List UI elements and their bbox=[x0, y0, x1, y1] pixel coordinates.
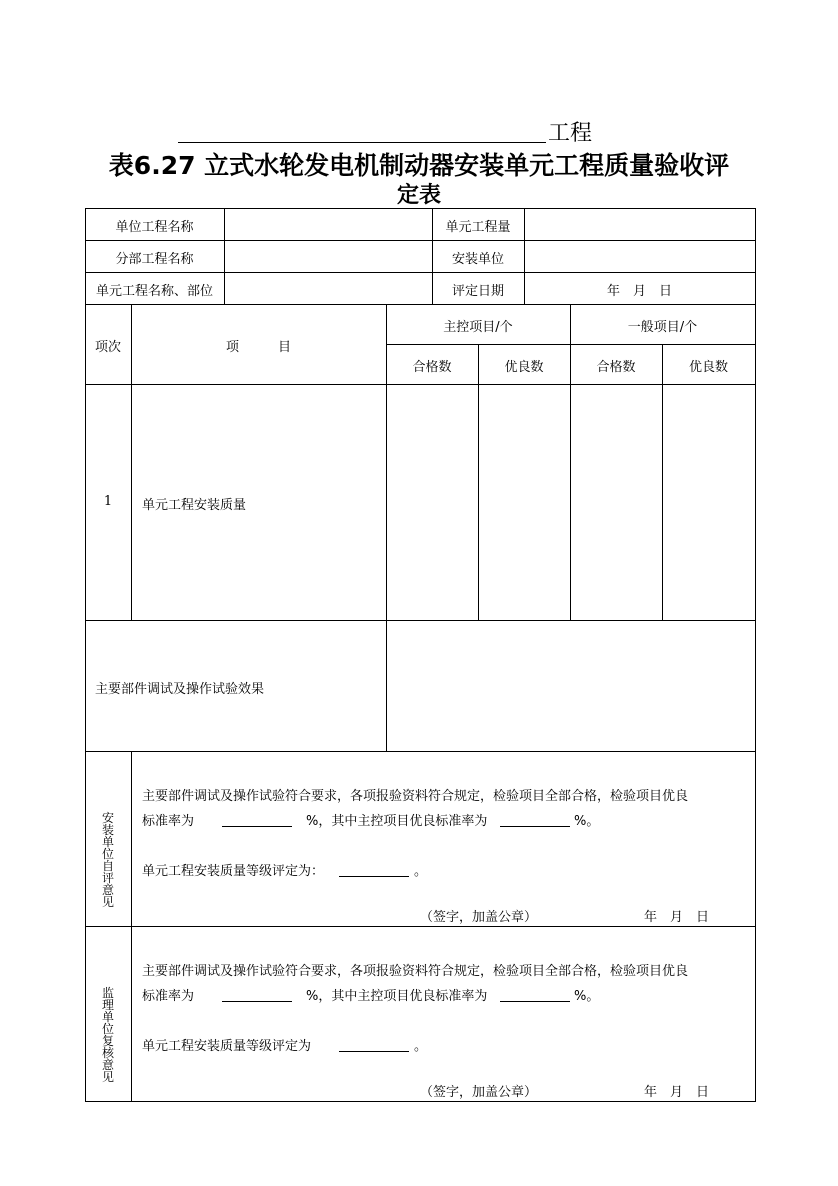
eval-date-field[interactable]: 年 月 日 bbox=[606, 284, 672, 299]
self-eval-rate-blank[interactable] bbox=[222, 825, 292, 827]
col-general-qualified: 合格数 bbox=[596, 360, 636, 375]
eval-date-label: 评定日期 bbox=[451, 284, 504, 299]
self-eval-label: 安装单位自评意见 bbox=[101, 811, 114, 909]
self-eval-rate-end: %。 bbox=[574, 814, 600, 829]
supervisor-grade-end: 。 bbox=[414, 1039, 428, 1054]
self-eval-grade-end: 。 bbox=[414, 864, 428, 879]
supervisor-main-rate-label: %，其中主控项目优良标准率为 bbox=[306, 989, 488, 1004]
col-item-no: 项次 bbox=[94, 340, 121, 355]
row-item-no: 1 bbox=[103, 494, 113, 509]
col-main-qualified: 合格数 bbox=[412, 360, 452, 375]
page-title-continued: 定表 bbox=[396, 183, 441, 208]
self-eval-line1: 主要部件调试及操作试验符合要求，各项报验资料符合规定，检验项目全部合格，检验项目优良 bbox=[142, 789, 689, 804]
install-unit-label: 安装单位 bbox=[451, 252, 504, 267]
test-effect-label: 主要部件调试及操作试验效果 bbox=[95, 682, 265, 697]
page-title: 表6.27 立式水轮发电机制动器安装单元工程质量验收评 bbox=[108, 151, 730, 180]
supervisor-sign: （签字，加盖公章） bbox=[420, 1085, 538, 1100]
col-main-control: 主控项目/个 bbox=[443, 320, 513, 335]
self-eval-date[interactable]: 年 月 日 bbox=[644, 910, 710, 925]
self-eval-rate-label: 标准率为 bbox=[142, 814, 195, 829]
row-item-name: 单元工程安装质量 bbox=[142, 498, 247, 513]
col-general: 一般项目/个 bbox=[627, 320, 698, 335]
project-name-blank[interactable] bbox=[178, 142, 546, 143]
self-eval-grade-label: 单元工程安装质量等级评定为： bbox=[142, 864, 325, 879]
supervisor-rate-blank[interactable] bbox=[222, 1000, 292, 1002]
supervisor-date[interactable]: 年 月 日 bbox=[644, 1085, 710, 1100]
self-eval-sign: （签字，加盖公章） bbox=[420, 910, 538, 925]
unit-project-name-label: 单位工程名称 bbox=[115, 220, 194, 235]
supervisor-main-rate-blank[interactable] bbox=[500, 1000, 570, 1002]
supervisor-grade-label: 单元工程安装质量等级评定为 bbox=[142, 1039, 312, 1054]
supervisor-rate-end: %。 bbox=[574, 989, 600, 1004]
supervisor-rate-label: 标准率为 bbox=[142, 989, 195, 1004]
unit-work-quantity-label: 单元工程量 bbox=[445, 220, 511, 235]
supervisor-label: 监理单位复核意见 bbox=[101, 986, 114, 1084]
title-project-suffix: 工程 bbox=[548, 121, 593, 146]
sub-project-name-label: 分部工程名称 bbox=[115, 252, 194, 267]
unit-name-location-label: 单元工程名称、部位 bbox=[95, 284, 213, 299]
col-main-excellent: 优良数 bbox=[504, 360, 544, 375]
self-eval-grade-blank[interactable] bbox=[339, 875, 409, 877]
col-item: 项 目 bbox=[225, 340, 291, 355]
supervisor-grade-blank[interactable] bbox=[339, 1050, 409, 1052]
col-general-excellent: 优良数 bbox=[688, 360, 728, 375]
supervisor-line1: 主要部件调试及操作试验符合要求，各项报验资料符合规定，检验项目全部合格，检验项目优良 bbox=[142, 964, 689, 979]
self-eval-main-rate-blank[interactable] bbox=[500, 825, 570, 827]
self-eval-main-rate-label: %，其中主控项目优良标准率为 bbox=[306, 814, 488, 829]
